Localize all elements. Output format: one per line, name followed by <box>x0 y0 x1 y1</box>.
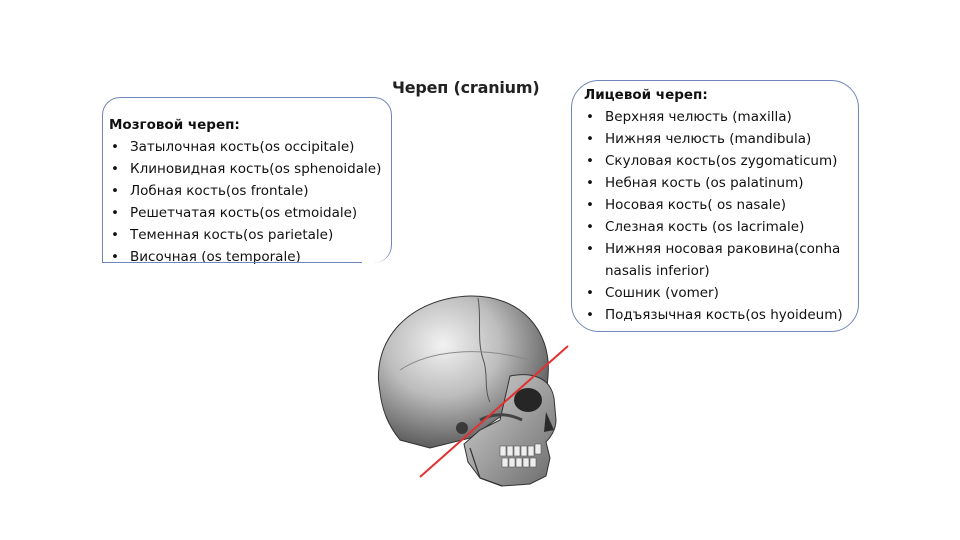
list-item: • Височная (os temporale) <box>109 246 381 268</box>
list-item-continuation: nasalis inferior) <box>605 263 710 279</box>
list-item: • Небная кость (os palatinum) <box>584 172 843 194</box>
cerebral-cranium-box <box>102 97 392 263</box>
list-item: • Лобная кость(os frontale) <box>109 180 381 202</box>
list-item: • Подъязычная кость(os hyoideum) <box>584 304 843 326</box>
list-item: • Решетчатая кость(os etmoidale) <box>109 202 381 224</box>
list-item: • Теменная кость(os parietale) <box>109 224 381 246</box>
skull-lateral-view-icon <box>360 280 595 505</box>
list-item: • Носовая кость( os nasale) <box>584 194 843 216</box>
list-item: • Нижняя носовая раковина(conha <box>584 238 843 260</box>
list-item: • Слезная кость (os lacrimale) <box>584 216 843 238</box>
list-item: • Клиновидная кость(os sphenoidale) <box>109 158 381 180</box>
cerebral-box-bottom-rule <box>102 262 362 263</box>
cerebral-bones-list <box>109 136 381 268</box>
cerebral-cranium-heading: Мозговой череп: <box>109 117 240 133</box>
list-item: • Затылочная кость(os occipitale) <box>109 136 381 158</box>
list-item: • Скуловая кость(os zygomaticum) <box>584 150 843 172</box>
list-item: • Нижняя челюсть (mandibula) <box>584 128 843 150</box>
list-item: • Сошник (vomer) <box>584 282 843 304</box>
facial-cranium-heading: Лицевой череп: <box>584 87 708 103</box>
facial-bones-list <box>584 106 843 326</box>
list-item: • Верхняя челюсть (maxilla) <box>584 106 843 128</box>
facial-cranium-box <box>571 80 859 332</box>
skull-figure <box>360 280 595 505</box>
slide-title: Череп (cranium) <box>392 78 540 97</box>
